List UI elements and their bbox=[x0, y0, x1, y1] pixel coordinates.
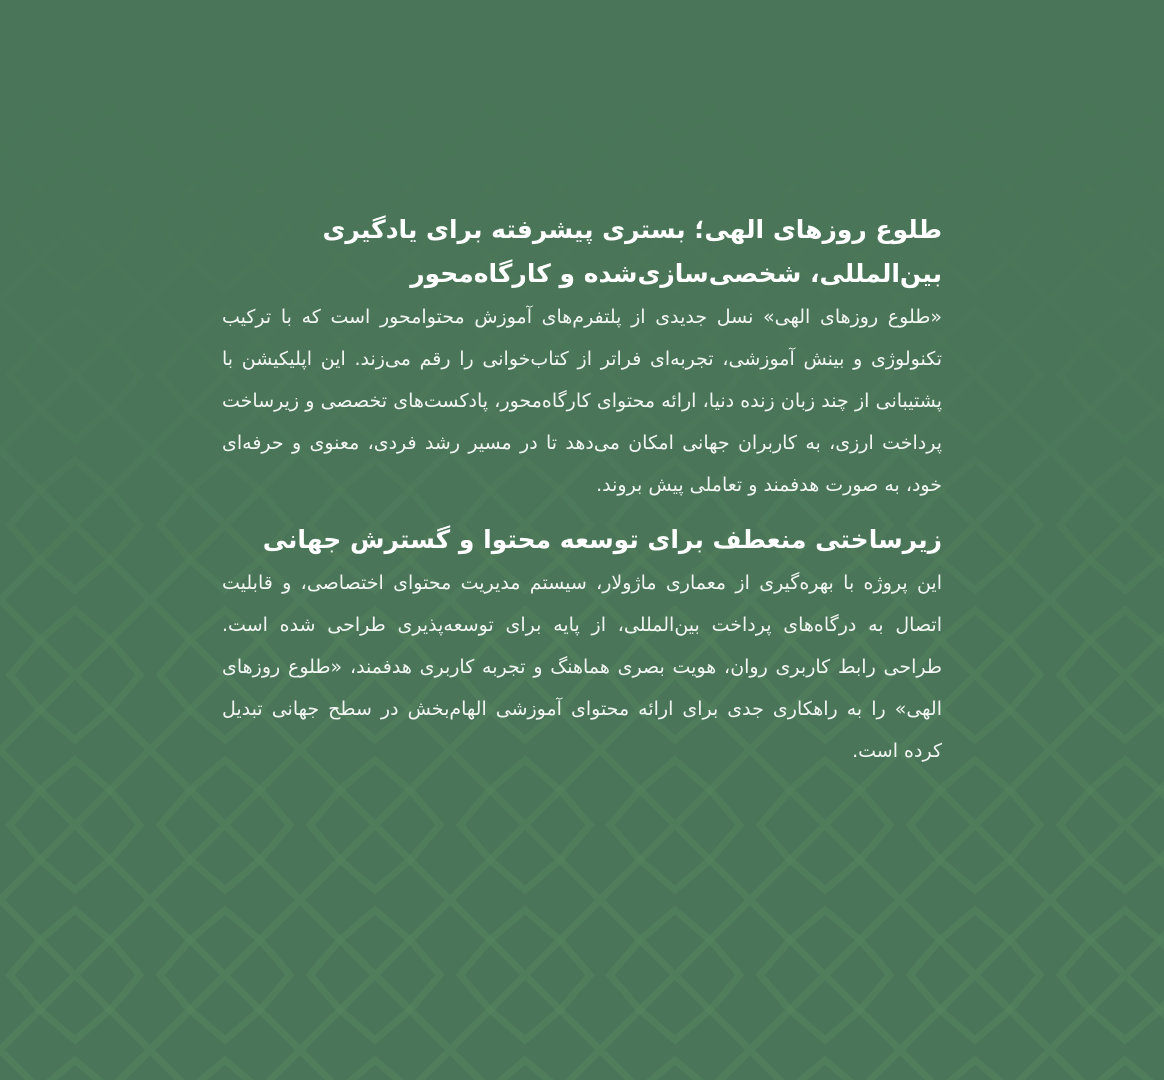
section-1-body: «طلوع روزهای الهی» نسل جدیدی از پلتفرم‌های آموزش محتوامحور است که با ترکیب تکنولوژی و بینش آموزشی، تجربه‌ای فراتر از کتاب‌خوانی را رقم می‌زند. این اپلیکیشن با پشتیبانی از چند زبان زنده دنیا، ارائه محتوای کارگاه‌محور، پادکست‌های تخصصی و زیرساخت پرداخت ارزی، به کاربران جهانی امکان می‌دهد تا در مسیر رشد فردی، معنوی و حرفه‌ای خود، به صورت هدفمند و تعاملی پیش بروند. bbox=[222, 306, 942, 496]
section-2-body: این پروژه با بهره‌گیری از معماری ماژولار، سیستم مدیریت محتوای اختصاصی، و قابلیت اتصال به درگاه‌های پرداخت بین‌المللی، از پایه برای توسعه‌پذیری طراحی شده است. طراحی رابط کاربری روان، هویت بصری هماهنگ و تجربه کاربری هدفمند، «طلوع روزهای الهی» را به راهکاری جدی برای ارائه محتوای آموزشی الهام‌بخش در سطح جهانی تبدیل کرده است. bbox=[222, 572, 942, 762]
content-block bbox=[222, 208, 942, 772]
section-2-title: زیرساختی منعطف برای توسعه محتوا و گسترش جهانی bbox=[262, 525, 942, 554]
section-1-title: طلوع روزهای الهی؛ بستری پیشرفته برای یادگیری بین‌المللی، شخصی‌سازی‌شده و کارگاه‌محور bbox=[322, 215, 942, 288]
